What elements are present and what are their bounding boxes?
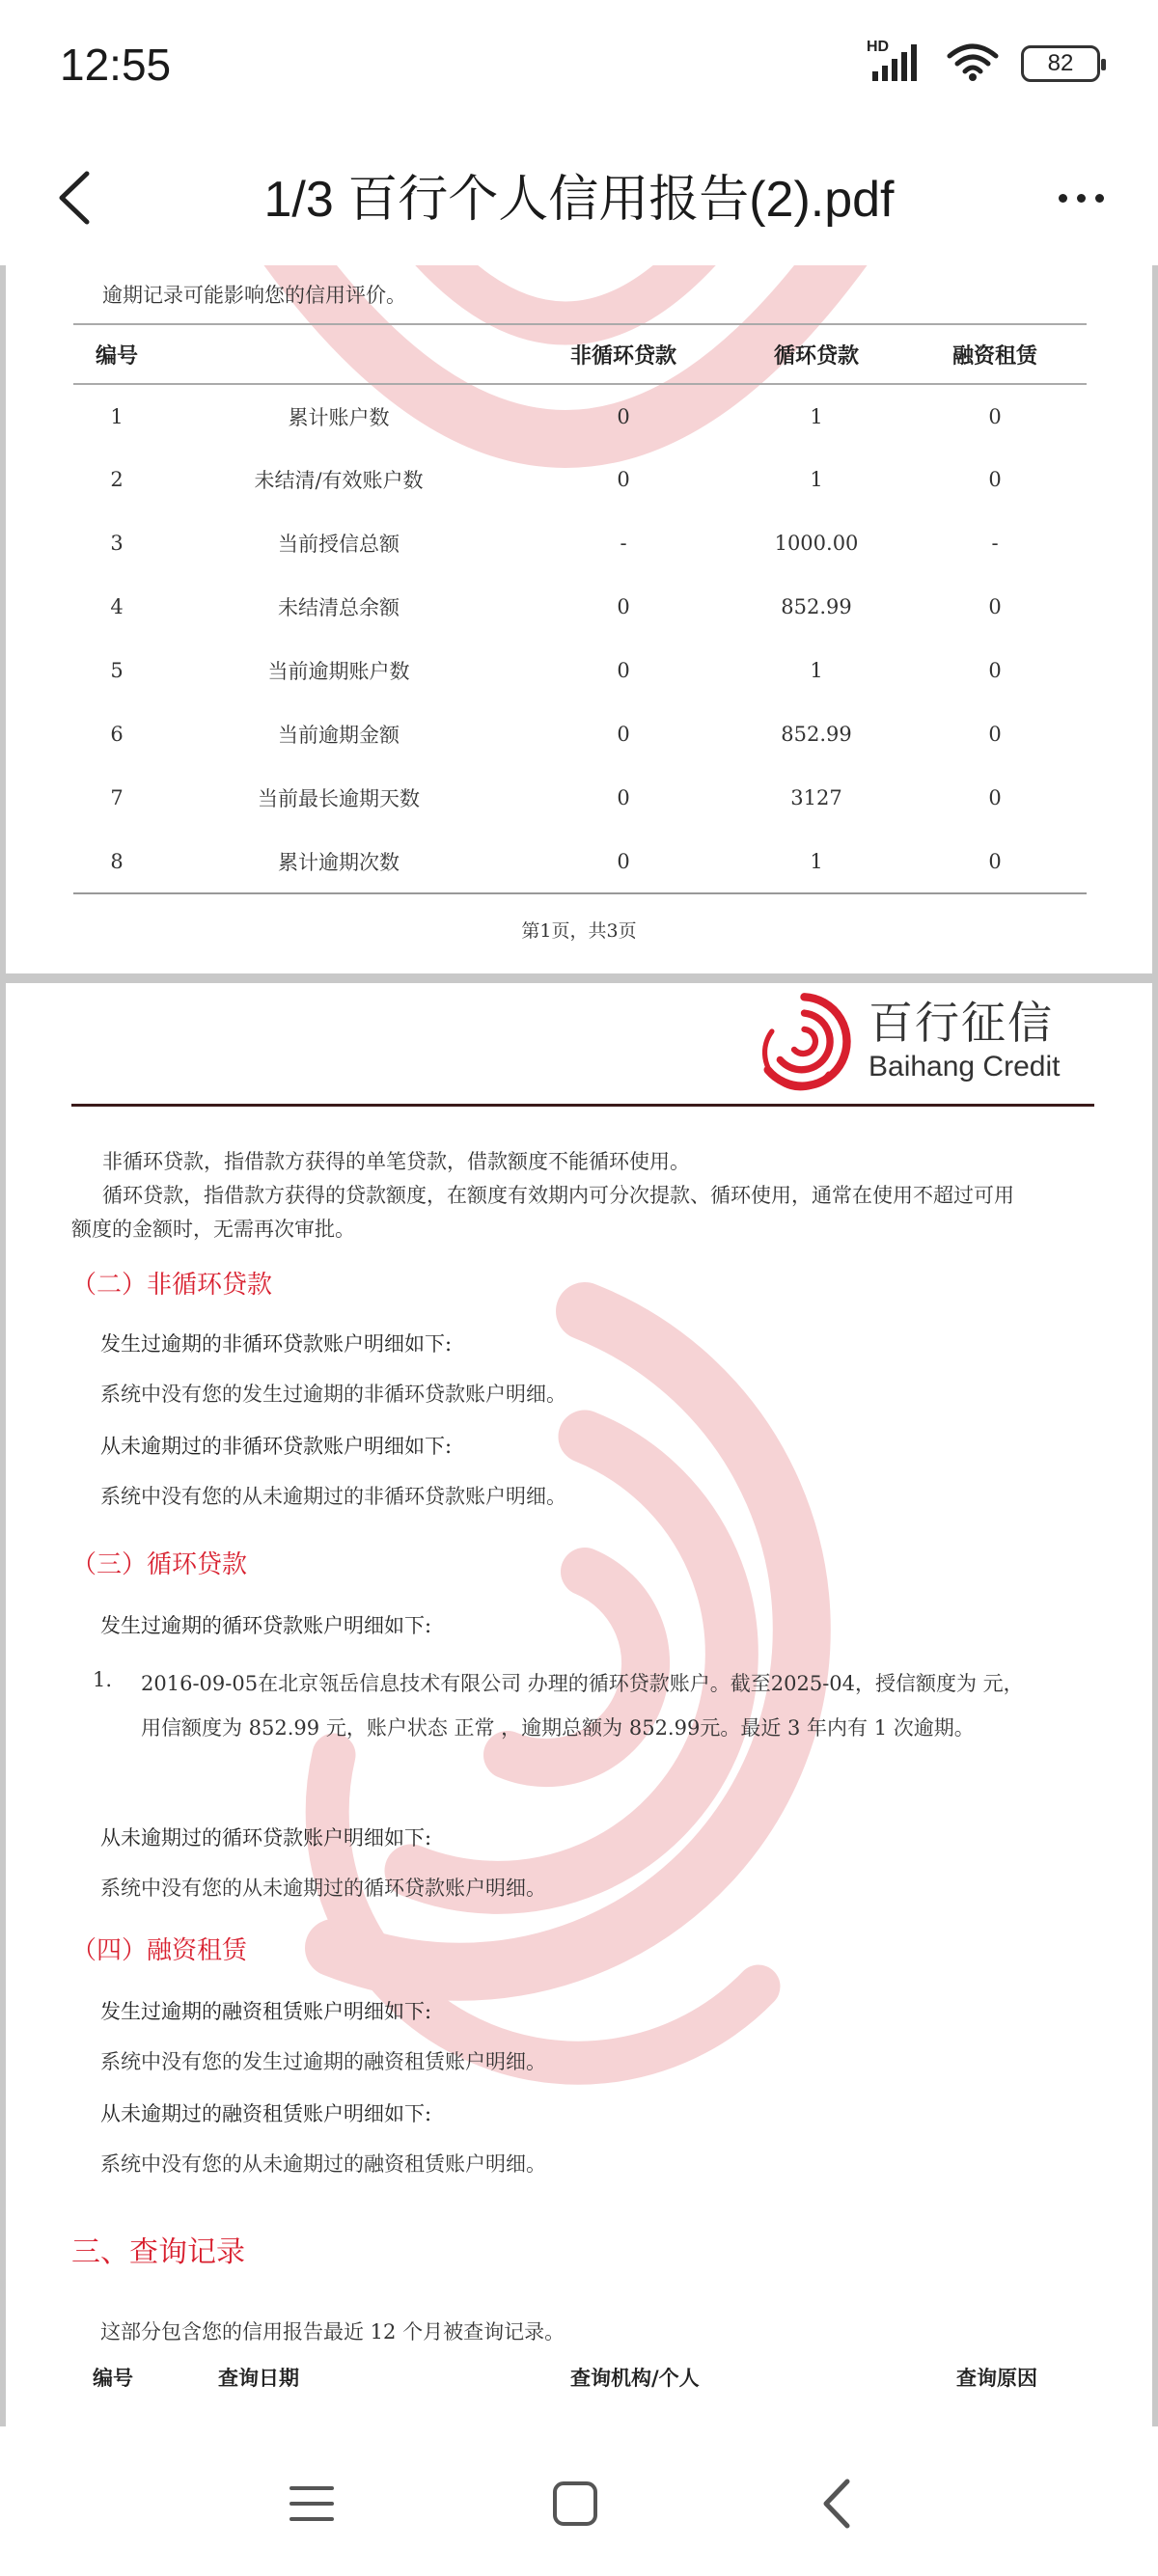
- cell-number: 7: [110, 786, 124, 809]
- chevron-left-icon: [48, 164, 106, 232]
- cell-leasing: 0: [903, 830, 1087, 893]
- pdf-viewer[interactable]: [0, 265, 1158, 2426]
- cell-non-revolving: 0: [617, 468, 630, 491]
- cell-leasing: -: [991, 532, 999, 555]
- cell-number: 2: [110, 468, 124, 491]
- header-number: 编号: [73, 324, 160, 384]
- pdf-page-1: [6, 265, 1152, 973]
- header-non-revolving: 非循环贷款: [517, 324, 730, 384]
- system-nav-bar: [0, 2426, 1158, 2576]
- cell-item: 未结清总余额: [278, 596, 400, 619]
- query-intro: 这部分包含您的信用报告最近 12 个月被查询记录。: [100, 2320, 565, 2343]
- more-dot-icon: [1095, 194, 1104, 203]
- never-overdue-text: 系统中没有您的从未逾期过的循环贷款账户明细。: [100, 1877, 546, 1900]
- overdue-text: 系统中没有您的发生过逾期的非循环贷款账户明细。: [100, 1383, 566, 1406]
- header-divider: [71, 1104, 1094, 1107]
- wifi-icon: [946, 42, 1000, 85]
- baihang-logo: [754, 991, 1060, 1092]
- logo-name-en: Baihang Credit: [868, 1050, 1061, 1082]
- cell-item: 当前授信总额: [278, 533, 400, 556]
- definition-line: 非循环贷款，指借款方获得的单笔贷款，借款额度不能循环使用。: [102, 1150, 690, 1173]
- cell-non-revolving: 0: [617, 786, 630, 809]
- cell-non-revolving: -: [620, 532, 627, 555]
- cell-number: 1: [110, 404, 124, 428]
- summary-table: [73, 323, 1087, 894]
- cell-leasing: 0: [988, 468, 1002, 491]
- table-row: [73, 830, 1087, 893]
- status-time: 12:55: [60, 40, 172, 90]
- table-row: [73, 511, 1087, 575]
- status-icons: [867, 39, 1100, 85]
- cell-non-revolving: 0: [517, 830, 730, 893]
- cell-revolving: 852.99: [781, 595, 852, 618]
- cell-item: 未结清/有效账户数: [254, 469, 424, 492]
- back-nav-button[interactable]: [799, 2465, 876, 2542]
- recent-apps-button[interactable]: [273, 2465, 350, 2542]
- cell-item: 当前逾期账户数: [267, 660, 410, 683]
- home-icon: [551, 2480, 599, 2528]
- table-row: [73, 639, 1087, 702]
- cell-number: 4: [110, 595, 124, 618]
- back-icon: [818, 2478, 857, 2530]
- cell-revolving: 1: [810, 659, 823, 682]
- section-heading-revolving: （三）循环贷款: [71, 1550, 248, 1579]
- never-overdue-text: 系统中没有您的从未逾期过的非循环贷款账户明细。: [100, 1485, 566, 1508]
- overdue-label: 发生过逾期的循环贷款账户明细如下:: [100, 1614, 432, 1637]
- table-row: [73, 448, 1087, 511]
- never-overdue-text: 系统中没有您的从未逾期过的融资租赁账户明细。: [100, 2152, 546, 2176]
- more-dot-icon: [1077, 194, 1086, 203]
- cell-non-revolving: 0: [617, 595, 630, 618]
- cell-revolving: 1: [810, 468, 823, 491]
- baihang-logo-icon: [754, 991, 855, 1092]
- more-dot-icon: [1059, 194, 1067, 203]
- overdue-label: 发生过逾期的非循环贷款账户明细如下:: [100, 1332, 453, 1356]
- account-item-number: 1.: [93, 1668, 113, 1691]
- cell-number: 5: [110, 659, 124, 682]
- table-row: [73, 702, 1087, 766]
- table-body: [73, 384, 1087, 893]
- cell-revolving: 852.99: [781, 723, 852, 746]
- page-number: 第1页，共3页: [521, 920, 637, 942]
- header-leasing: 融资租赁: [903, 324, 1087, 384]
- query-col-institution: 查询机构/个人: [570, 2366, 700, 2390]
- section-heading-non-revolving: （二）非循环贷款: [71, 1271, 273, 1300]
- header-item: [160, 324, 517, 384]
- cell-leasing: 0: [988, 404, 1002, 428]
- query-col-reason: 查询原因: [956, 2366, 1037, 2390]
- cell-item: 累计账户数: [288, 405, 390, 429]
- query-col-number: 编号: [93, 2366, 133, 2390]
- cell-non-revolving: 0: [617, 404, 630, 428]
- never-overdue-label: 从未逾期过的非循环贷款账户明细如下:: [100, 1435, 453, 1458]
- cell-leasing: 0: [988, 723, 1002, 746]
- battery-level: 82: [1047, 50, 1074, 76]
- definition-line: 循环贷款，指借款方获得的贷款额度，在额度有效期内可分次提款、循环使用，通常在使用不超过可用: [102, 1184, 1014, 1207]
- cell-number: 3: [110, 532, 124, 555]
- account-detail-line: 用信额度为 852.99 元，账户状态 正常 ，逾期总额为 852.99元。最近 3 年内有 1 次逾期。: [141, 1716, 975, 1740]
- cell-revolving: 1: [730, 830, 903, 893]
- cell-revolving: 3127: [790, 786, 842, 809]
- overdue-text: 系统中没有您的发生过逾期的融资租赁账户明细。: [100, 2050, 546, 2073]
- overdue-label: 发生过逾期的融资租赁账户明细如下:: [100, 2000, 432, 2023]
- menu-icon: [288, 2482, 336, 2525]
- cell-non-revolving: 0: [617, 723, 630, 746]
- cell-revolving: 1000.00: [774, 532, 859, 555]
- more-options-button[interactable]: [1042, 169, 1119, 227]
- table-row: [73, 766, 1087, 830]
- back-button[interactable]: [48, 164, 106, 232]
- cell-leasing: 0: [988, 786, 1002, 809]
- query-records-heading: 三、查询记录: [71, 2235, 245, 2269]
- never-overdue-label: 从未逾期过的循环贷款账户明细如下:: [100, 1826, 432, 1850]
- header-revolving: 循环贷款: [730, 324, 903, 384]
- cell-item: 当前逾期金额: [278, 724, 400, 747]
- logo-name-cn: 百行征信: [868, 996, 1054, 1049]
- cell-leasing: 0: [988, 659, 1002, 682]
- network-badge: HD: [867, 39, 890, 55]
- document-title: 1/3 百行个人信用报告(2).pdf: [263, 172, 895, 228]
- table-row: [73, 384, 1087, 448]
- section-heading-leasing: （四）融资租赁: [71, 1936, 248, 1965]
- never-overdue-label: 从未逾期过的融资租赁账户明细如下:: [100, 2102, 432, 2125]
- status-bar: [0, 0, 1158, 135]
- title-bar: [0, 135, 1158, 265]
- pdf-page-2: [6, 983, 1152, 2426]
- definition-line: 额度的金额时，无需再次审批。: [71, 1218, 355, 1241]
- home-button[interactable]: [537, 2465, 614, 2542]
- intro-text: 逾期记录可能影响您的信用评价。: [102, 284, 406, 307]
- account-detail-line: 2016-09-05在北京瓴岳信息技术有限公司 办理的循环贷款账户。截至2025-04，授信额度为 元，: [141, 1672, 1024, 1695]
- cell-non-revolving: 0: [617, 659, 630, 682]
- signal-icon: [867, 39, 924, 83]
- cell-item: 累计逾期次数: [160, 830, 517, 893]
- query-col-date: 查询日期: [218, 2366, 299, 2390]
- table-header-row: [73, 324, 1087, 384]
- cell-number: 8: [73, 830, 160, 893]
- cell-item: 当前最长逾期天数: [258, 787, 420, 810]
- cell-revolving: 1: [810, 404, 823, 428]
- cell-leasing: 0: [988, 595, 1002, 618]
- cell-number: 6: [110, 723, 124, 746]
- table-row: [73, 575, 1087, 639]
- battery-icon: [1021, 45, 1100, 82]
